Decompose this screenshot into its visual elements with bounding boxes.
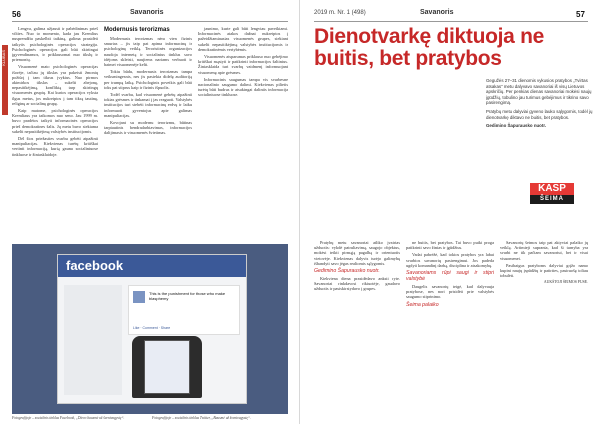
paragraph: Kovojant su modernu terorizmu, būtinas tarptautinis bendradarbiavimas, informacijos dalijimasis ir visuomenės švietimas. [104,120,192,136]
kasp-seima-logo [530,183,574,205]
author-credit: Gedimino Šapurausko nuotr. [486,123,547,129]
subheading: Gedimino Šapurausko nuotr. [314,268,380,275]
paragraph: jaunimo, kurie gali būti lengviau paveikiami. Informacinės atakos dažnai nukreiptos į pažeidžiamiausias visuomenės grupes, siekiant sukelti nepasitikėjimą valstybės institucijomis ir demokratinėmis vertybėmis. [198,26,288,52]
seima-logo-text: ŠEIMA [530,195,574,204]
side-tab-label: KLUBAS [1,50,6,66]
header-rule [12,21,288,22]
subheading: Savanoriams rūpi saugi ir stipri valstybė [406,270,494,283]
paragraph: Informacinis saugumas tampa vis svarbesne nacionalinio saugumo dalimi. Kiekvienas pilietis turėtų būti budrus ir atsakingai dalintis informacija socialiniuose tinkluose. [198,76,288,98]
column-1 [314,240,400,418]
paragraph: Vadai pabrėžė, kad tokios pratybos yra labai svarbios savanorių pasirengimui. Jos padeda ugdyti komandinį darbą, disciplina ir atsakomybę. [406,252,494,268]
paragraph: Tokiu būdu, modernusis terorizmas tampa veiksmingesnis, nes jis pasiekia didelę auditoriją per trumpą laiką. Psichologinis poveikis gali būti toks pat stiprus kaip ir fizinis išpuolis. [104,69,192,90]
kasp-logo-text: KASP [530,183,574,195]
lead-paragraph: Pratybų metu dalyviai gyveno lauko sąlygomis, todėl jų dienotvarkę diktavo ne buitis, bet pratybos. [486,108,593,120]
page-number: 57 [576,10,585,19]
magazine-logo: Savanoris [420,9,454,16]
paragraph: Kiekviena diena prasidėdavo anksti ryte. Savanoriai rinkdavosi rikiuotėje, gaudavo užduotis ir pasiskirstydavo į grupes. [314,276,400,292]
facebook-post [128,285,240,335]
column-3 [198,26,288,240]
post-actions: Like · Comment · Share [133,326,171,330]
paragraph: Visuomenė mato psichologinės operacijas išorėje, tačiau jų tikslas yra pakeisti žmonių požiūrį į tam tikrus įvykius. Nuo pirmos akimirkos tikslas – sukelti abejonę, nepasitikėjimą, konfliktą tarp skirtingų visuomenės grupių. Kai kurios operacijos vyksta ilgus metus, jos nukreiptos į tam tikrą tautinę, religinę ar socialinę grupę. [12,64,98,106]
lead-paragraph: Gegužės 27–31 dienomis vykusios pratybos „Tvirtas atsakas“ metu dalyvavo savanoriai iš visų Lietuvos apskričių. Per penkias dienas savanoriai mokėsi naujų įgūdžių, tobulino jau turimus gebėjimus ir tikrino savo pasirengimą. [486,78,592,106]
paragraph: Dėl šios priežasties svarbu gebėti atpažinti manipuliacijas. Kiekvienas turėtų kritiškai vertinti informaciją, kurią gauna socialiniuose tinkluose ir žiniasklaidoje. [12,136,98,157]
column-2 [406,240,494,418]
paragraph: Modernusis terorizmas nėra vien fizinis smurtas – jis taip pat apima informacinę ir psichologinę veiklą. Teroristinės organizacijos naudoja internetą ir socialinius tinklus savo idėjoms skleisti, naujiems nariams verbuoti ir baimei visuomenėje kelti. [104,36,192,68]
column-2 [104,26,192,240]
magazine-logo: Savanoris [130,9,164,16]
paragraph: Daugelis savanorių teigė, kad dalyvauja pratybose, nes nori prisidėti prie valstybės saugumo stiprinimo. [406,284,494,300]
issue-label: 2019 m. Nr. 1 (498) [314,10,366,16]
paragraph: Lengva, galima užjausti ir pabėdinimas prieš vilties. Nuo to momento, kada jau Kremlius nusprendžia paskelbti taikiną, galima prasidėti taikytis psichologinės operacijos strategija. Psichologinės operacijos gali būti skirtingai įgyvendinamos, ir priklausomai nuo tikslų ir priemonių. [12,26,98,63]
paragraph: Kaip matome, psichologinės operacijos Kremliaus yra taikomos nuo seno. Jau 1999 m. buvo pradėtos taikyti informacinės operacijos prieš demokratines šalis. Jų metu buvo siekiama sukelti nepasitikėjimą valstybės institucijomis. [12,108,98,134]
post-text: This is the punishment for those who make blasphemy [149,291,226,301]
paragraph: Pratybų metu savanoriai atliko įvairias užduotis: vykdė patruliavimą, saugojo objektus, mokėsi teikti pirmąją pagalbą ir orientuotis vietovėje. Kiekvienas dalyvis turėjo galimybę išbandyti savo jėgas realiomis sąlygomis. [314,240,400,266]
caption-right: Fotografijoje – socialinis tinklas Twitter, „Bausmė už šventvagystę“. [152,416,251,420]
caption-left: Fotografijoje – socialinis tinklas Facebook, „Dievo bausmė už šventvagystę“. [12,416,125,420]
paragraph: Savanorių šeimos taip pat aktyviai palaiko jų veiklą. Artimieji supranta, kad ši tarnyba yra svarbi ne tik pačiam savanoriui, bet ir visai visuomenei. [500,240,588,261]
phone-icon [144,340,190,394]
avatar [133,291,145,303]
facebook-logo: facebook [66,258,124,273]
article-headline: Dienotvarkę diktuoja ne buitis, bet pratybos [314,25,544,70]
signoff: AUKŠTOJI ŠEIMOS PUSE. [543,280,588,285]
facebook-sidebar [64,285,122,395]
column-3 [500,240,588,418]
column-1 [12,26,98,240]
right-page [300,0,600,424]
section-heading: Modernusis terorizmas [104,27,170,33]
facebook-topbar [58,255,246,277]
paragraph: ne buitis, bet pratybos. Tai buvo puiki proga patikrinti savo žinias ir įgūdžius. [406,240,494,251]
paragraph: Pasibaigus pratyboms dalyviai grįžo namo kupini naujų įspūdžių ir patirties, pasiruošę toliau tobulėti. [500,262,588,279]
paragraph: Todėl svarbu, kad visuomenė gebėtų atpažinti tokias grėsmes ir tinkamai į jas reaguoti. Valstybės institucijos turi stebėti informacinę erdvę ir laiku informuoti gyventojus apie galimas manipuliacijas. [104,92,192,118]
subheading: Šeima palaiko [406,301,439,308]
paragraph: Visuomenės atsparumas priklauso nuo gebėjimo kritiškai mąstyti ir patikrinti informacijos šaltinius. Žiniasklaida turi svarbų vaidmenį informuojant visuomenę apie grėsmes. [198,54,288,75]
header-rule [314,21,588,22]
page-number: 56 [12,10,21,19]
facebook-photo [12,244,288,414]
article-lead [486,78,594,132]
